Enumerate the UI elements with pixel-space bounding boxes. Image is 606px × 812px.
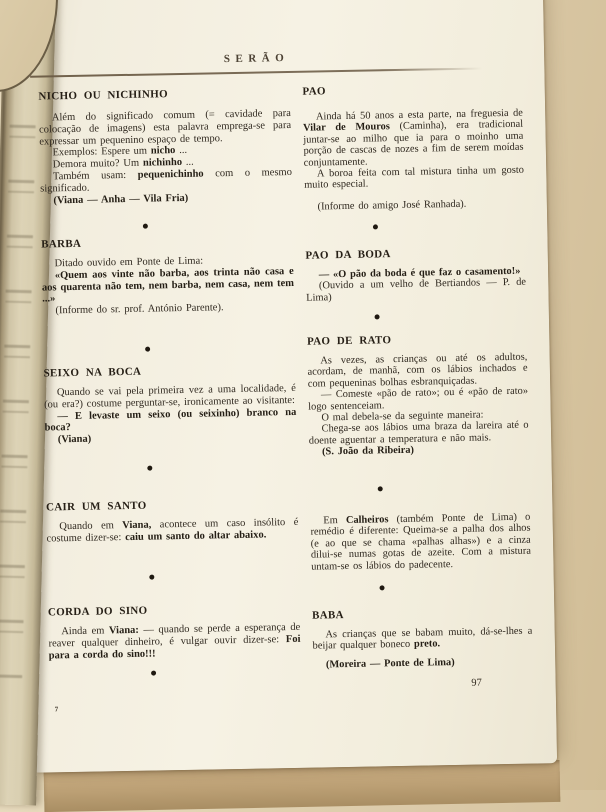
section-divider-bullet [151,671,156,676]
paragraph: A boroa feita com tal mistura tinha um gosto muito especial. [304,164,525,192]
entry-calheiros [310,512,531,573]
section-divider-bullet [375,314,380,319]
paragraph: Ainda em Viana: — quando se perde a esperança de reaver qualquer dinheiro, é vulgar ouvir dizer-se: Foi para a corda do sino!!! [48,621,301,662]
paragraph: Quando se vai pela primeira vez a uma localidade, é (ou era?) costume perguntar-se, ironicamente ao visitante: [44,382,296,411]
paragraph: As vezes, as crianças ou até os adultos, acordam, de manhã, com os lábios inchados e com pequeninas bolhas esbranquiçadas. [307,351,528,390]
section-divider-bullet [145,347,150,352]
paragraph: Também usam: pequenichinho com o mesmo significado. [40,166,293,195]
entry-corda-do-sino [48,602,301,662]
page-number: 97 [471,677,482,689]
entry-cair-um-santo [46,497,299,545]
paragraph: Em Calheiros (também Ponte de Lima) o remédio é diferente: Queima-se a palha dos alhos (e ao que se chama «palhas alhas») e a cinza dilui-se numas gotas de azeite. Com a mistura untam-se os lábios do padecente. [310,511,532,573]
right-column [301,0,535,790]
left-column [37,0,303,794]
attribution: (Informe do sr. prof. António Parente). [55,302,224,317]
paragraph: «Quem aos vinte não barba, aos trinta não casa e aos quarenta não tem, nem barba, nem casa, nem tem ...» [41,265,295,305]
entry-heading: PAO DE RATO [306,334,392,348]
entry-baba [312,606,533,671]
paragraph: Ainda há 50 anos a esta parte, na freguesia de Vilar de Mouros (Caminha), era tradicional juntar-se ao milho que ia para o moinho uma porção de cascas de nozes a fim de serem moídas conjuntamente. [303,107,524,169]
entry-heading: SEIXO NA BOCA [43,365,142,380]
paragraph: — Comeste «pão de rato»; ou é «pão de rato» logo sentenceiam. [308,385,529,413]
attribution: (Informe do amigo José Ranhada). [317,198,467,213]
entry-pao [302,82,524,213]
paragraph: Quando em Viana, acontece um caso insólito é costume dizer-se: caiu um santo do altar abaixo. [46,516,299,545]
paragraph: O mal debela-se da seguinte maneira: [321,409,484,424]
signature-mark: 7 [54,705,59,714]
entry-heading: PAO DA BODA [305,248,391,262]
entry-heading: NICHO OU NICHINHO [38,88,169,103]
entry-heading: BABA [311,609,344,622]
entry-heading: CORDA DO SINO [47,604,148,619]
entry-nicho [38,86,292,207]
paragraph: — E levaste um seixo (ou seixinho) branco na boca? [44,406,297,434]
section-divider-bullet [143,224,148,229]
paragraph: Exemplos: Espere um nicho ... [52,145,188,159]
entry-pao-da-boda [305,246,526,304]
paragraph: Ditado ouvido em Ponte de Lima: [54,255,204,270]
entry-pao-de-rato [307,332,529,459]
attribution: (Viana — Anha — Vila Fria) [53,192,189,206]
paragraph: As crianças que se babam muito, dá-se-lhes a beijar qualquer boneco preto. [312,625,533,653]
section-divider-bullet [149,575,154,580]
running-title: SERÃO [223,51,290,66]
section-divider-bullet [378,486,383,491]
entry-barba [41,234,294,318]
section-divider-bullet [373,224,378,229]
attribution: (Ouvido a um velho de Bertiandos — P. de Lima) [306,277,527,304]
entry-seixo [43,363,296,447]
section-divider-bullet [380,585,385,590]
entry-heading: PAO [302,85,326,98]
entry-heading: CAIR UM SANTO [45,499,147,514]
paragraph: Além do significado comum (= cavidade para colocação de imagens) esta palavra emprega-se para expressar um pequenino espaço de tempo. [38,107,292,148]
section-divider-bullet [147,466,152,471]
attribution: (S. João da Ribeira) [321,445,415,458]
paragraph: Chega-se aos lábios uma braza da lareira até o doente aguentar a temperatura e não mais. [308,420,529,447]
attribution: (Moreira — Ponte de Lima) [325,656,455,671]
paragraph: — «O pão da boda é que faz o casamento!» [318,265,521,281]
entry-heading: BARBA [41,237,82,251]
attribution: (Viana) [57,433,92,446]
page-content [27,0,555,795]
paragraph: Demora muito? Um nichinho ... [52,156,194,171]
